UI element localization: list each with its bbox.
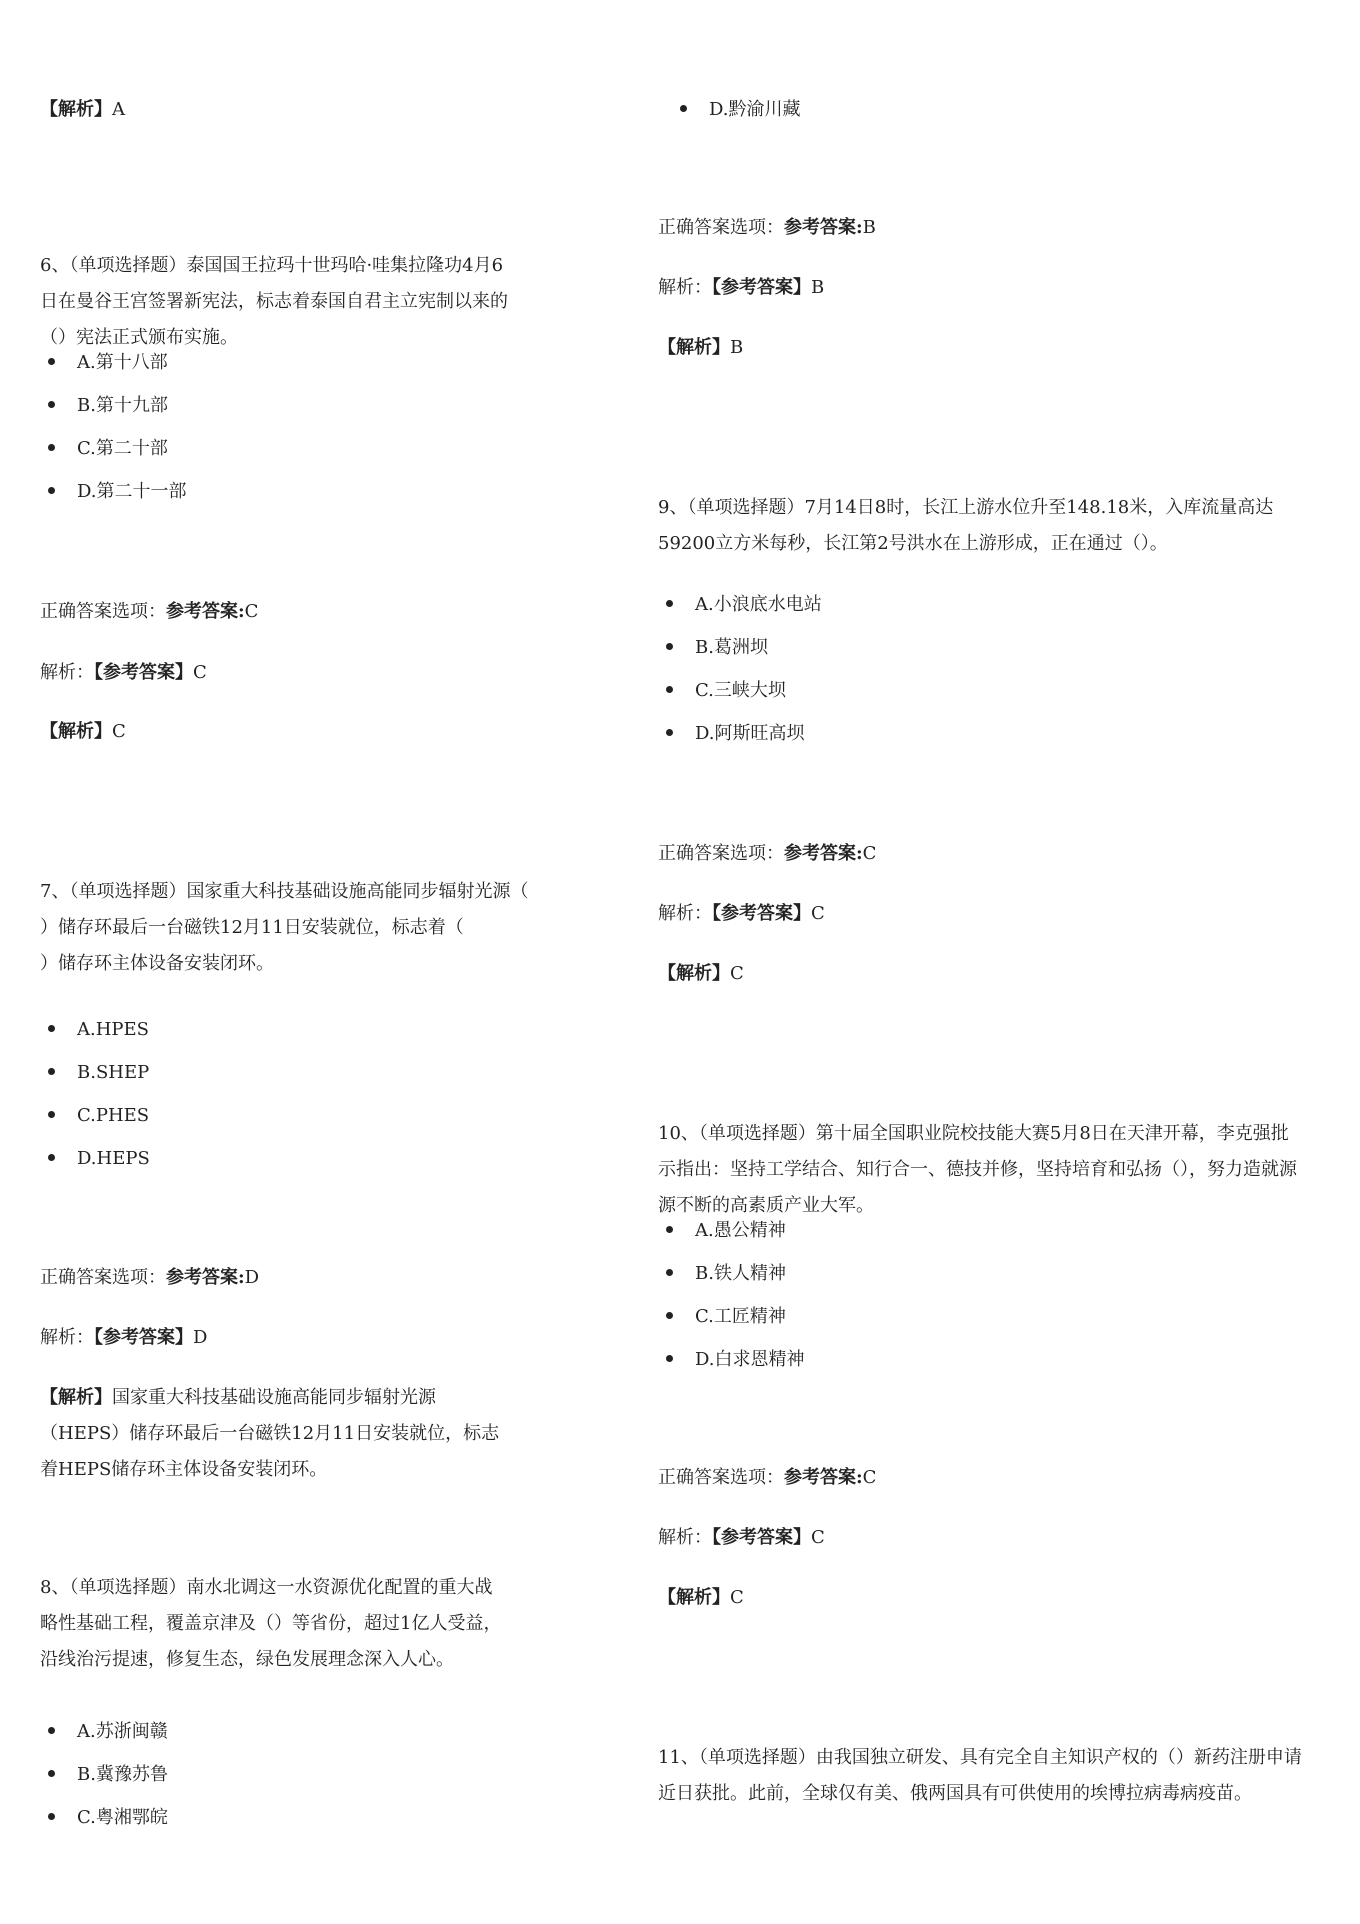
- bracket: 【解析】: [40, 721, 112, 742]
- option-label: C.三峡大坝: [695, 680, 786, 701]
- bullet-icon: [48, 487, 55, 494]
- option-label: B.葛洲坝: [695, 637, 768, 658]
- label: 解析：: [40, 662, 94, 683]
- ref-bold: 参考答案:: [166, 1267, 245, 1288]
- option-label: D.黔渝川藏: [709, 99, 801, 120]
- option-label: C.PHES: [77, 1105, 150, 1126]
- option-label: B.铁人精神: [695, 1263, 786, 1284]
- option-label: C.工匠精神: [695, 1306, 786, 1327]
- q8-analysis: [658, 270, 824, 306]
- q8-correct-answer: [658, 210, 876, 246]
- option-label: A.HPES: [77, 1019, 149, 1040]
- q10-jiexi: [658, 1580, 744, 1616]
- value: C: [862, 843, 877, 864]
- value: C: [811, 903, 825, 924]
- ref-bold: 参考答案:: [784, 843, 863, 864]
- option-label: D.第二十一部: [77, 481, 187, 502]
- value: B: [730, 337, 744, 358]
- option-label: A.愚公精神: [695, 1220, 786, 1241]
- value: C: [112, 721, 126, 742]
- analysis-value: A: [112, 99, 125, 120]
- bullet-icon: [666, 1269, 673, 1276]
- bullet-icon: [666, 729, 673, 736]
- bullet-icon: [48, 1025, 55, 1032]
- q7-option-b[interactable]: [48, 1055, 149, 1091]
- analysis-bracket: 【解析】: [40, 99, 112, 120]
- question-11-stem: 11、（单项选择题）由我国独立研发、具有完全自主知识产权的（）新药注册申请近日获批。此前，全球仅有美、俄两国具有可供使用的埃博拉病毒病疫苗。: [658, 1747, 1302, 1804]
- option-label: D.HEPS: [77, 1148, 150, 1169]
- label: 正确答案选项：: [40, 601, 166, 622]
- bullet-icon: [680, 105, 687, 112]
- q9-jiexi: [658, 956, 744, 992]
- bullet-icon: [48, 444, 55, 451]
- q6-option-b[interactable]: [48, 388, 168, 424]
- option-label: A.苏浙闽赣: [77, 1721, 168, 1742]
- option-label: D.阿斯旺高坝: [695, 723, 805, 744]
- label: 正确答案选项：: [658, 217, 784, 238]
- q7-correct-answer: [40, 1260, 259, 1296]
- bullet-icon: [48, 1813, 55, 1820]
- q8-option-a[interactable]: [48, 1714, 168, 1750]
- q8-option-d[interactable]: [680, 92, 801, 128]
- value: D: [244, 1267, 260, 1288]
- ref-bold: 参考答案:: [784, 1467, 863, 1488]
- q9-option-b[interactable]: [666, 630, 768, 666]
- q6-option-a[interactable]: [48, 345, 168, 381]
- q9-option-c[interactable]: [666, 673, 786, 709]
- q7-option-c[interactable]: [48, 1098, 149, 1134]
- option-label: B.SHEP: [77, 1062, 150, 1083]
- bullet-icon: [666, 686, 673, 693]
- ref-bold: 【参考答案】: [712, 1527, 811, 1548]
- q10-option-b[interactable]: [666, 1256, 786, 1292]
- q7-analysis: [40, 1320, 207, 1356]
- q6-option-d[interactable]: [48, 474, 187, 510]
- bracket: 【解析】: [658, 963, 730, 984]
- q8-jiexi: [658, 330, 743, 366]
- option-label: A.第十八部: [77, 352, 168, 373]
- bracket: 【解析】: [40, 1387, 112, 1408]
- label: 解析：: [658, 277, 712, 298]
- value: C: [862, 1467, 877, 1488]
- q8-option-b[interactable]: [48, 1757, 168, 1793]
- bullet-icon: [48, 1727, 55, 1734]
- q6-correct-answer: [40, 594, 258, 630]
- ref-bold: 【参考答案】: [94, 1327, 193, 1348]
- bullet-icon: [48, 358, 55, 365]
- label: 解析：: [40, 1327, 94, 1348]
- question-10-stem: 10、（单项选择题）第十届全国职业院校技能大赛5月8日在天津开幕，李克强批示指出：坚持工学结合、知行合一、德技并修，坚持培育和弘扬（），努力造就源源不断的高素质产业大军。: [658, 1123, 1297, 1216]
- bracket: 【解析】: [658, 337, 730, 358]
- bracket: 【解析】: [658, 1587, 730, 1608]
- q6-analysis: [40, 655, 207, 691]
- bullet-icon: [666, 643, 673, 650]
- question-7-stem-line1: 7、（单项选择题）国家重大科技基础设施高能同步辐射光源（: [40, 881, 529, 902]
- option-label: B.第十九部: [77, 395, 168, 416]
- q9-option-a[interactable]: [666, 587, 822, 623]
- q10-correct-answer: [658, 1460, 876, 1496]
- value: D: [193, 1327, 208, 1348]
- value: B: [862, 217, 876, 238]
- q10-option-c[interactable]: [666, 1299, 786, 1335]
- q8-option-c[interactable]: [48, 1800, 168, 1836]
- value: C: [244, 601, 259, 622]
- value: C: [730, 1587, 744, 1608]
- q7-jiexi: [40, 1380, 510, 1488]
- q10-analysis: [658, 1520, 825, 1556]
- bullet-icon: [48, 1068, 55, 1075]
- bullet-icon: [48, 1154, 55, 1161]
- bullet-icon: [48, 401, 55, 408]
- q10-option-a[interactable]: [666, 1213, 786, 1249]
- q9-option-d[interactable]: [666, 716, 805, 752]
- ref-bold: 【参考答案】: [712, 277, 811, 298]
- ref-bold: 参考答案:: [784, 217, 863, 238]
- value: C: [730, 963, 744, 984]
- bullet-icon: [666, 600, 673, 607]
- label: 正确答案选项：: [658, 1467, 784, 1488]
- q9-analysis: [658, 896, 825, 932]
- ref-bold: 参考答案:: [166, 601, 245, 622]
- label: 解析：: [658, 1527, 712, 1548]
- bullet-icon: [48, 1770, 55, 1777]
- label: 正确答案选项：: [40, 1267, 166, 1288]
- ref-bold: 【参考答案】: [712, 903, 811, 924]
- option-label: C.粤湘鄂皖: [77, 1807, 168, 1828]
- value: C: [193, 662, 207, 683]
- q6-jiexi: [40, 714, 126, 750]
- top-analysis: [40, 92, 125, 128]
- value: 国家重大科技基础设施高能同步辐射光源（HEPS）储存环最后一台磁铁12月11日安装就位，标志着HEPS储存环主体设备安装闭环。: [40, 1387, 500, 1480]
- question-6-stem: 6、（单项选择题）泰国国王拉玛十世玛哈·哇集拉隆功4月6日在曼谷王宫签署新宪法，标志着泰国自君主立宪制以来的（）宪法正式颁布实施。: [40, 255, 508, 348]
- bullet-icon: [666, 1312, 673, 1319]
- q7-option-d[interactable]: [48, 1141, 150, 1177]
- question-7-stem-line2: ）储存环最后一台磁铁12月11日安装就位，标志着（: [40, 917, 464, 938]
- bullet-icon: [666, 1355, 673, 1362]
- q9-correct-answer: [658, 836, 876, 872]
- label: 正确答案选项：: [658, 843, 784, 864]
- question-7-stem-line3: ）储存环主体设备安装闭环。: [40, 953, 274, 974]
- value: C: [811, 1527, 825, 1548]
- q10-option-d[interactable]: [666, 1342, 805, 1378]
- option-label: A.小浪底水电站: [695, 594, 822, 615]
- question-8-stem: 8、（单项选择题）南水北调这一水资源优化配置的重大战略性基础工程，覆盖京津及（）等省份，超过1亿人受益，沿线治污提速，修复生态，绿色发展理念深入人心。: [40, 1577, 502, 1670]
- q7-option-a[interactable]: [48, 1012, 149, 1048]
- ref-bold: 【参考答案】: [94, 662, 193, 683]
- bullet-icon: [666, 1226, 673, 1233]
- question-9-stem: 9、（单项选择题）7月14日8时，长江上游水位升至148.18米，入库流量高达59200立方米每秒，长江第2号洪水在上游形成，正在通过（）。: [658, 497, 1274, 554]
- bullet-icon: [48, 1111, 55, 1118]
- option-label: D.白求恩精神: [695, 1349, 805, 1370]
- option-label: B.冀豫苏鲁: [77, 1764, 168, 1785]
- q6-option-c[interactable]: [48, 431, 168, 467]
- label: 解析：: [658, 903, 712, 924]
- option-label: C.第二十部: [77, 438, 168, 459]
- value: B: [811, 277, 825, 298]
